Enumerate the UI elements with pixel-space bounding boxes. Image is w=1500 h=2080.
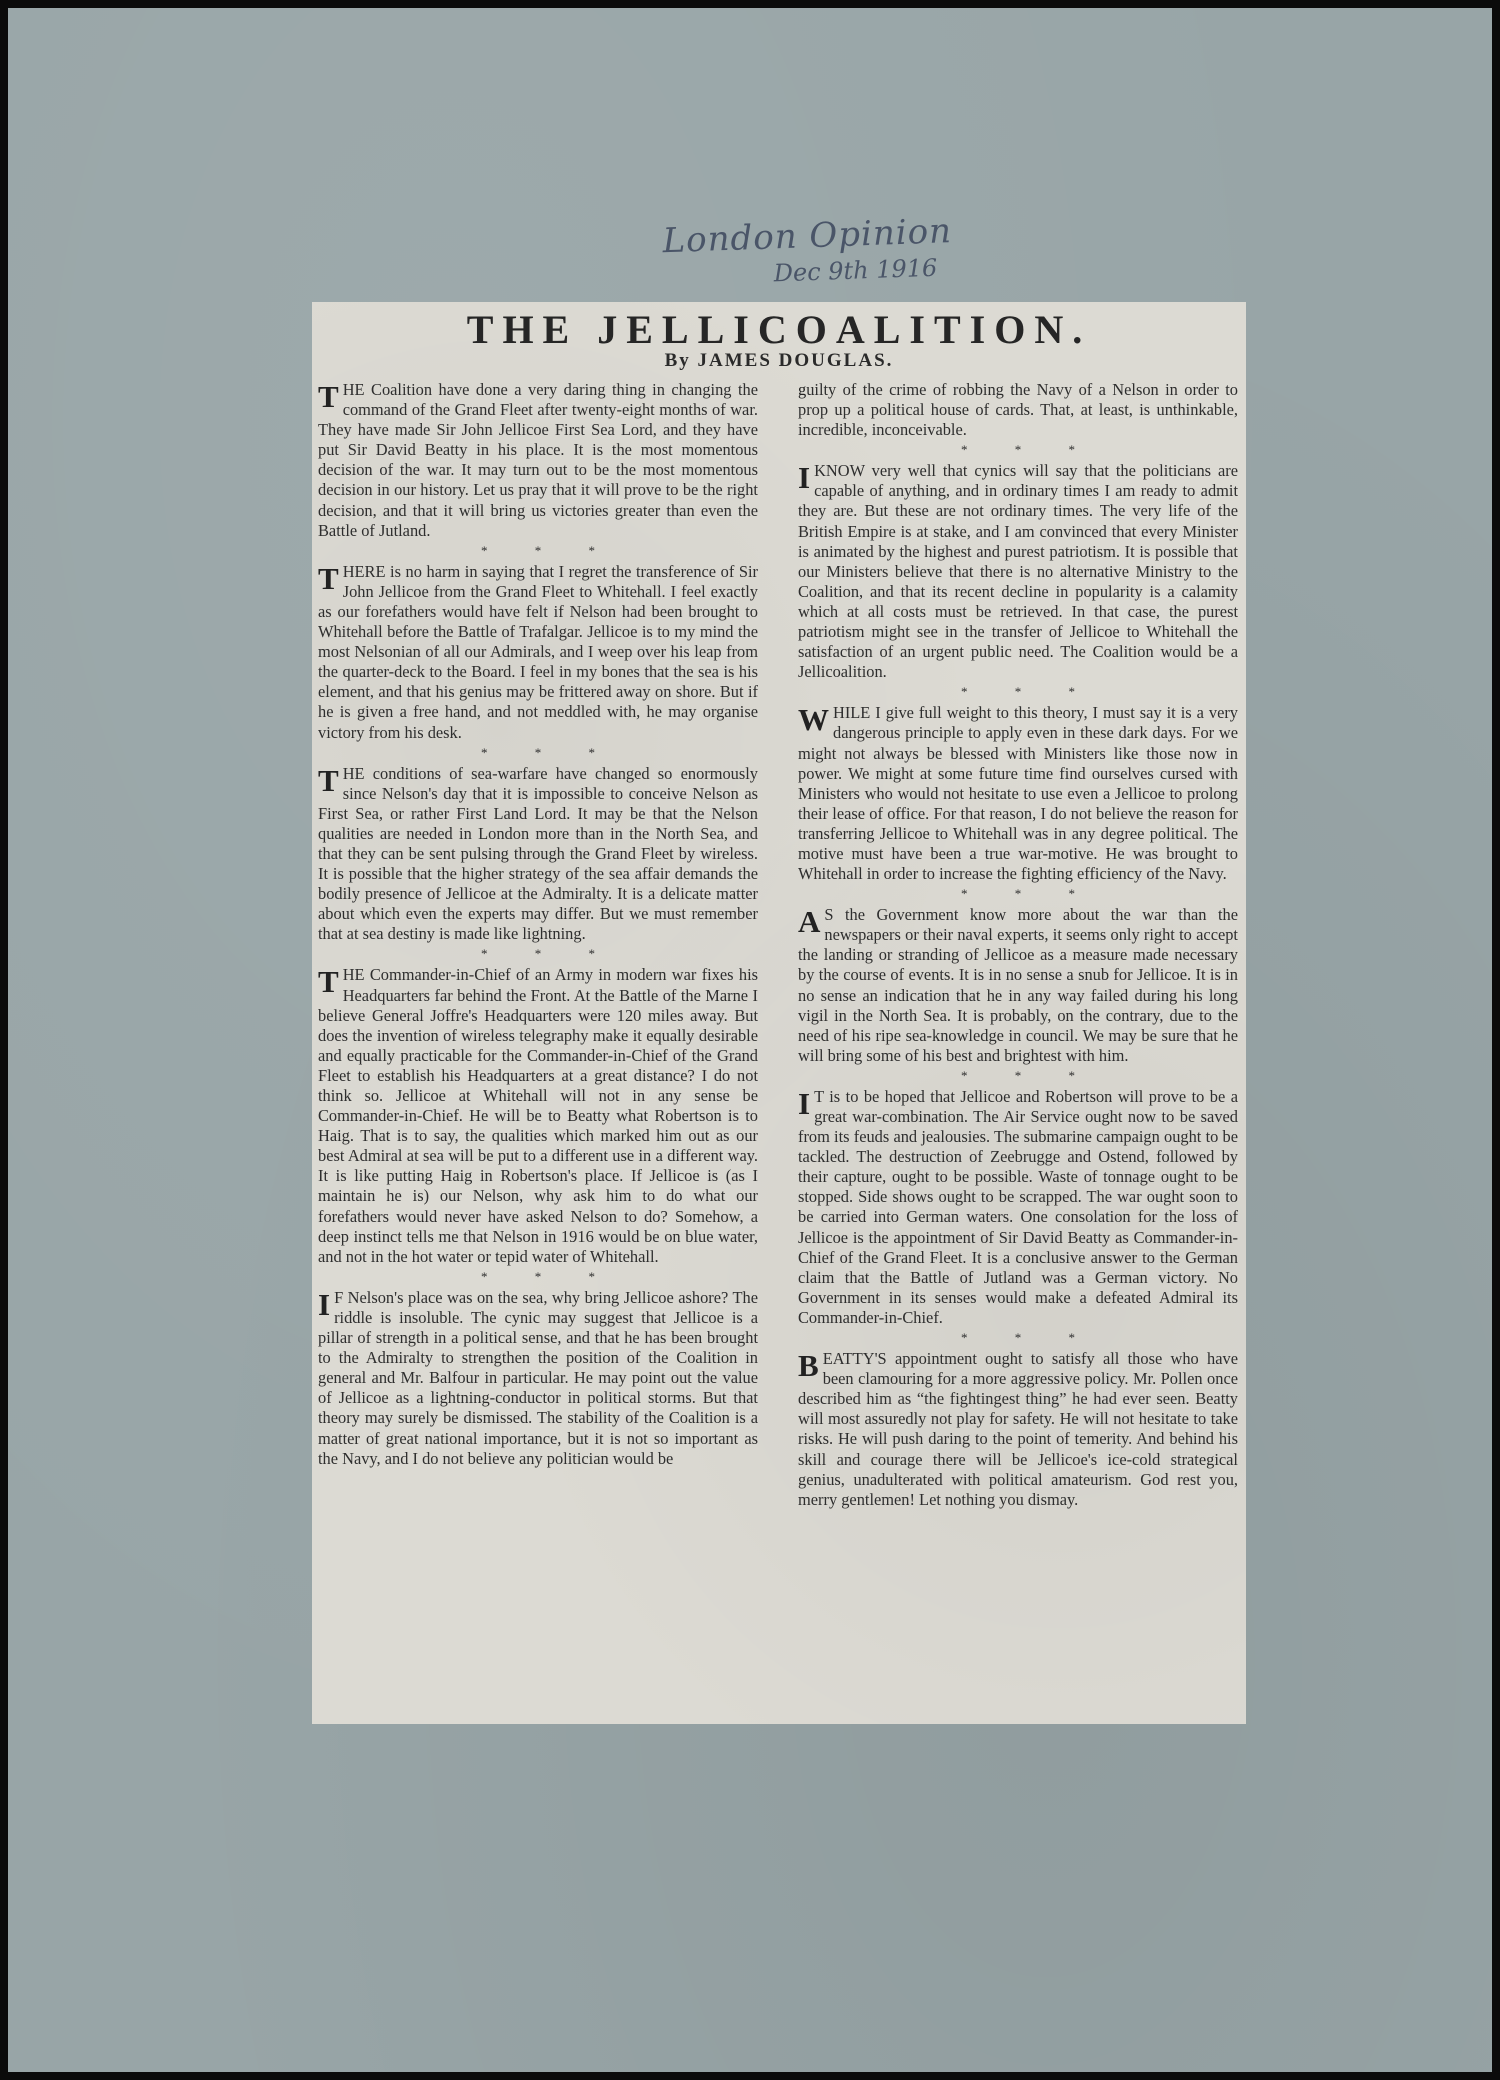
section-separator: * * * bbox=[961, 684, 1097, 700]
section-separator: * * * bbox=[961, 442, 1097, 458]
article-paragraph: IKNOW very well that cynics will say that the politicians are capable of anything, and in ordinary times I am ready to admit they are. But these are not ordinary times. The very life of the British Empire is at stake, and I am convinced that every Minister is animated by the highest and purest patriotism. It is possible that our Ministers believe that there is no alternative Ministry to the Coalition, and that its recent decline in popularity is a calamity which at all costs must be retrieved. In that case, the purest patriotism might see in the transfer of Jellicoe to Whitehall the satisfaction of an urgent public need. The Coalition would be a Jellicoalition. bbox=[798, 460, 1238, 682]
newspaper-clipping bbox=[312, 302, 1246, 1724]
article-paragraph: IT is to be hoped that Jellicoe and Robertson will prove to be a great war-combination. The Air Service ought now to be saved from its feuds and jealousies. The submarine campaign ought to be tackled. The destruction of Zeebrugge and Ostend, followed by their capture, ought to be possible. Waste of tonnage ought to be stopped. Side shows ought to be scrapped. The war ought soon to be carried into German waters. One consolation for the loss of Jellicoe is the appointment of Sir David Beatty as Commander-in-Chief of the Grand Fleet. It is a conclusive answer to the German claim that the Battle of Jutland was a German victory. No Government in its senses would make a defeated Admiral its Commander-in-Chief. bbox=[798, 1085, 1238, 1327]
article-column-left bbox=[318, 380, 758, 1469]
section-separator: * * * bbox=[481, 1268, 617, 1284]
annotation-date: Dec 9th 1916 bbox=[773, 253, 938, 288]
article-paragraph: THE Commander-in-Chief of an Army in modern war fixes his Headquarters far behind the Front. At the Battle of the Marne I believe General Joffre's Headquarters were 120 miles away. But does the invention of wireless telegraphy make it equally desirable and equally practicable for the Commander-in-Chief of the Grand Fleet to establish his Headquarters at a great distance? I do not think so. Jellicoe at Whitehall will not in any sense be Commander-in-Chief. He will be to Beatty what Robertson is to Haig. That is to say, the qualities which marked him out as our best Admiral at sea will be put to a different use in a different way. It is like putting Haig in Robertson's place. If Jellicoe is (as I maintain he is) our Nelson, why ask him to do what our forefathers would never have asked Nelson to do? Somehow, a deep instinct tells me that Nelson in 1916 would be on blue water, and not in the hot water or tepid water of Whitehall. bbox=[318, 964, 758, 1266]
article-paragraph: THE Coalition have done a very daring thing in changing the command of the Grand Fleet after twenty-eight months of war. They have made Sir John Jellicoe First Sea Lord, and they have put Sir David Beatty in his place. It is the most momentous decision of the war. It may turn out to be the most momentous decision in our history. Let us pray that it will prove to be the right decision, and that it will bring us victories greater than even the Battle of Jutland. bbox=[318, 379, 758, 540]
article-byline: By JAMES DOUGLAS. bbox=[664, 350, 894, 371]
section-separator: * * * bbox=[961, 1330, 1097, 1346]
article-paragraph: AS the Government know more about the war than the newspapers or their naval experts, it seems only right to accept the landing or stranding of Jellicoe as a measure made necessary by the course of events. It is in no sense a snub for Jellicoe. It is in no sense an indication that he in any way failed during his long vigil in the North Sea. It is probably, on the contrary, due to the need of his ripe sea-knowledge in council. We may be sure that he will bring some of his best and brightest with him. bbox=[798, 904, 1238, 1065]
article-paragraph: guilty of the crime of robbing the Navy of a Nelson in order to prop up a political house of cards. That, at least, is unthinkable, incredible, inconceivable. bbox=[798, 380, 1238, 440]
section-separator: * * * bbox=[481, 542, 617, 558]
article-headline: THE JELLICOALITION. bbox=[466, 307, 1092, 352]
section-separator: * * * bbox=[961, 886, 1097, 902]
article-paragraph: THE conditions of sea-warfare have changed so enormously since Nelson's day that it is impossible to conceive Nelson as First Sea, or rather First Land Lord. It may be that the Nelson qualities are needed in London more than in the North Sea, and that they can be sent pulsing through the Grand Fleet by wireless. It is possible that the higher strategy of the sea affair demands the bodily presence of Jellicoe at the Admiralty. It is a delicate matter about which even the experts may differ. But we must remember that at sea destiny is made like lightning. bbox=[318, 762, 758, 944]
section-separator: * * * bbox=[961, 1067, 1097, 1083]
mounting-board bbox=[8, 8, 1492, 2072]
annotation-source: London Opinion bbox=[661, 211, 953, 262]
article-paragraph: THERE is no harm in saying that I regret the transference of Sir John Jellicoe from the Grand Fleet to Whitehall. I feel exactly as our forefathers would have felt if Nelson had been brought to Whitehall before the Battle of Trafalgar. Jellicoe is to my mind the most Nelsonian of all our Admirals, and I weep over his leap from the quarter-deck to the Board. I feel in my bones that the sea is his element, and that his genius may be frittered away on shore. But if he is given a free hand, and not meddled with, he may organise victory from his desk. bbox=[318, 560, 758, 742]
article-column-right bbox=[798, 380, 1238, 1510]
article-paragraph: BEATTY'S appointment ought to satisfy all those who have been clamouring for a more aggressive policy. Mr. Pollen once described him as “the fightingest thing” he had ever seen. Beatty will most assuredly not play for safety. He will not hesitate to take risks. He will push daring to the point of temerity. And behind his skill and courage there will be Jellicoe's ice-cold strategical genius, unadulterated with political amateurism. God rest you, merry gentlemen! Let nothing you dismay. bbox=[798, 1348, 1238, 1509]
section-separator: * * * bbox=[481, 744, 617, 760]
section-separator: * * * bbox=[481, 946, 617, 962]
article-paragraph: IF Nelson's place was on the sea, why bring Jellicoe ashore? The riddle is insoluble. The cynic may suggest that Jellicoe is a pillar of strength in a political sense, and that he has been brought to the Admiralty to strengthen the position of the Coalition in general and Mr. Balfour in particular. He may point out the value of Jellicoe as a lightning-conductor in political storms. But that theory may surely be dismissed. The stability of the Coalition is a matter of great national importance, but it is not so important as the Navy, and I do not believe any politician would be bbox=[318, 1286, 758, 1468]
handwritten-annotation bbox=[662, 211, 964, 291]
article-paragraph: WHILE I give full weight to this theory, I must say it is a very dangerous principle to apply even in these dark days. For we might not always be blessed with Ministers like those now in power. We might at some future time find ourselves cursed with Ministers who would not hesitate to use even a Jellicoe to prolong their lease of office. For that reason, I do not believe the reason for transferring Jellicoe to Whitehall was in any degree political. The motive must have been a true war-motive. He was brought to Whitehall in order to increase the fighting efficiency of the Navy. bbox=[798, 702, 1238, 884]
